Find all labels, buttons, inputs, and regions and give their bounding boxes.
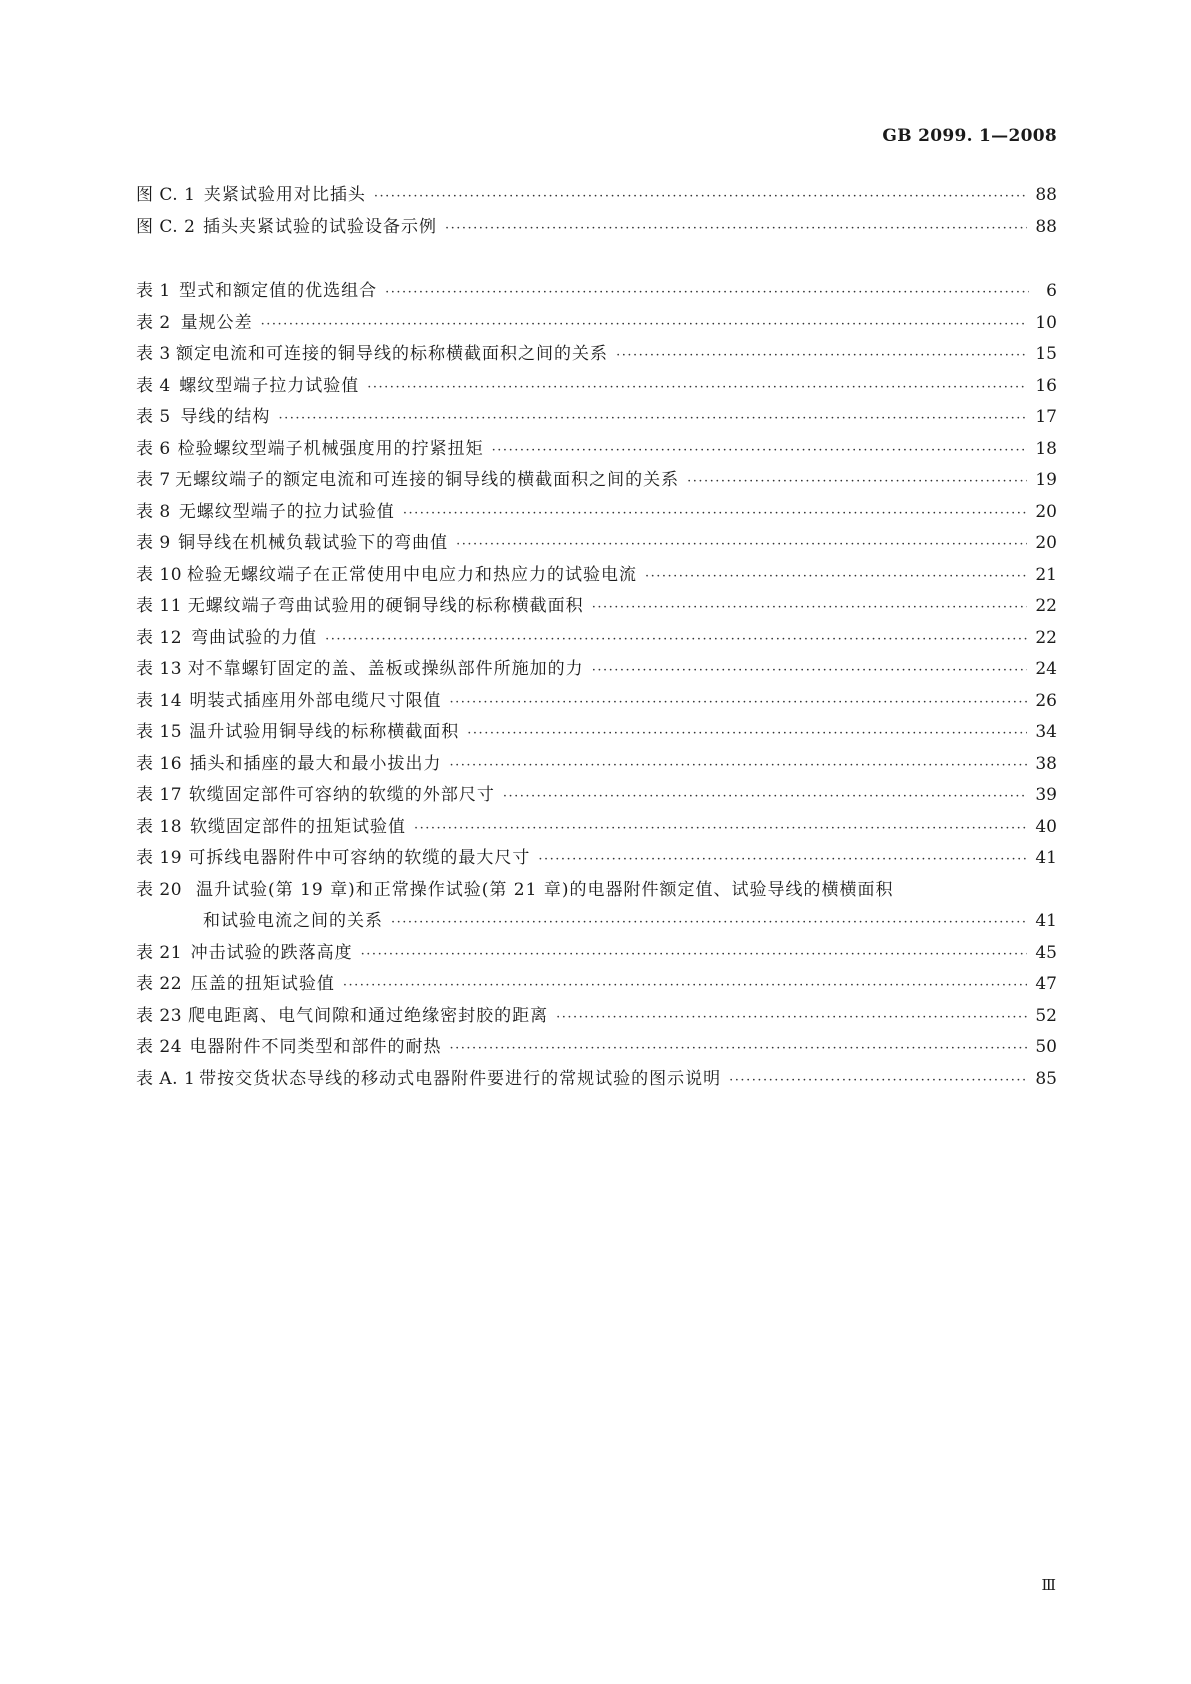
entry-id: 图 C. 2 — [136, 216, 196, 237]
entry-title: 温升试验用铜导线的标称横截面积 — [189, 722, 460, 742]
toc-entry-table[interactable] — [136, 938, 1057, 970]
dot-leader — [616, 348, 1027, 363]
dot-leader — [645, 569, 1027, 584]
dot-leader — [414, 821, 1027, 836]
entry-title: 软缆固定部件可容纳的软缆的外部尺寸 — [188, 785, 495, 805]
entry-page: 26 — [1035, 690, 1057, 711]
entry-page: 24 — [1035, 659, 1057, 679]
standard-prefix: GB — [882, 126, 912, 146]
dot-leader — [592, 663, 1028, 678]
toc-entry-table[interactable] — [136, 780, 1057, 812]
entry-title: 冲击试验的跌落高度 — [190, 942, 353, 963]
entry-page: 50 — [1035, 1037, 1057, 1057]
entry-page: 10 — [1035, 312, 1057, 333]
entry-id: 表 20 — [136, 879, 183, 900]
toc-entry-table-continuation[interactable] — [136, 906, 1057, 938]
entry-page: 40 — [1035, 816, 1057, 837]
entry-title: 检验无螺纹端子在正常使用中电应力和热应力的试验电流 — [187, 564, 637, 585]
entry-id: 表 12 — [136, 627, 183, 648]
dot-leader — [367, 380, 1027, 395]
entry-id: 表 10 — [136, 564, 183, 585]
page-number: Ⅲ — [1041, 1576, 1056, 1594]
entry-title: 电器附件不同类型和部件的耐热 — [189, 1037, 442, 1057]
entry-title: 压盖的扭矩试验值 — [190, 974, 335, 994]
toc-entry-table[interactable] — [136, 339, 1057, 371]
entry-page: 17 — [1035, 407, 1057, 427]
entry-id: 表 23 — [136, 1005, 183, 1026]
entry-title: 检验螺纹型端子机械强度用的拧紧扭矩 — [177, 438, 484, 459]
entry-page: 20 — [1035, 533, 1057, 553]
toc-entry-table[interactable] — [136, 875, 1057, 907]
toc-entry-table[interactable] — [136, 276, 1057, 308]
toc-entry-table[interactable] — [136, 1032, 1057, 1064]
entry-id: 表 21 — [136, 942, 183, 963]
entry-id: 表 17 — [136, 785, 183, 805]
entry-title: 插头夹紧试验的试验设备示例 — [202, 216, 437, 237]
entry-title: 型式和额定值的优选组合 — [179, 281, 378, 301]
entry-id: 表 5 — [136, 407, 171, 427]
entry-page: 18 — [1035, 438, 1057, 459]
entry-id: 表 11 — [136, 596, 183, 616]
dot-leader — [361, 947, 1028, 962]
entry-title: 温升试验(第 19 章)和正常操作试验(第 21 章)的电器附件额定值、试验导线的横横面积 — [196, 879, 894, 900]
dot-leader — [385, 285, 1029, 300]
entry-page: 22 — [1035, 596, 1057, 616]
entry-page: 15 — [1035, 344, 1057, 364]
dot-leader — [456, 537, 1027, 552]
entry-title: 无螺纹型端子的拉力试验值 — [178, 501, 395, 522]
entry-page: 20 — [1035, 501, 1057, 522]
entry-page: 21 — [1035, 564, 1057, 585]
entry-title: 爬电距离、电气间隙和通过绝缘密封胶的距离 — [188, 1005, 549, 1026]
dot-leader — [467, 726, 1027, 741]
entry-id: 表 6 — [136, 438, 171, 459]
dot-leader — [503, 789, 1028, 804]
entry-title: 额定电流和可连接的铜导线的标称横截面积之间的关系 — [176, 344, 609, 364]
entry-title-continuation: 和试验电流之间的关系 — [203, 911, 383, 931]
dot-leader — [450, 695, 1028, 710]
toc-entry-table[interactable] — [136, 434, 1057, 466]
entry-id: 表 1 — [136, 281, 171, 301]
entry-title: 弯曲试验的力值 — [191, 627, 318, 648]
entry-title: 铜导线在机械负载试验下的弯曲值 — [178, 533, 449, 553]
entry-page: 41 — [1035, 911, 1057, 931]
entry-page: 6 — [1046, 281, 1057, 301]
toc-entry-table[interactable] — [136, 497, 1057, 529]
dot-leader — [450, 1041, 1028, 1056]
toc-entry-table[interactable] — [136, 1001, 1057, 1033]
dot-leader — [538, 852, 1027, 867]
toc-entry-table[interactable] — [136, 308, 1057, 340]
entry-title: 导线的结构 — [180, 407, 271, 427]
toc-entry-table[interactable] — [136, 402, 1057, 434]
toc-entry-table[interactable] — [136, 717, 1057, 749]
toc-entry-table[interactable] — [136, 969, 1057, 1001]
entry-id: 表 24 — [136, 1037, 183, 1057]
toc-entry-figure[interactable] — [136, 212, 1057, 244]
entry-page: 19 — [1035, 470, 1057, 490]
entry-id: 表 13 — [136, 659, 183, 679]
entry-page: 39 — [1035, 785, 1057, 805]
toc-entry-table[interactable] — [136, 465, 1057, 497]
dot-leader — [343, 978, 1027, 993]
entry-page: 34 — [1035, 722, 1057, 742]
dot-leader — [492, 443, 1028, 458]
entry-id: 表 2 — [136, 312, 171, 333]
entry-id: 表 16 — [136, 753, 183, 774]
table-list — [136, 276, 1057, 1095]
dot-leader — [445, 221, 1027, 236]
entry-title: 插头和插座的最大和最小拔出力 — [189, 753, 442, 774]
dot-leader — [403, 506, 1028, 521]
entry-title: 带按交货状态导线的移动式电器附件要进行的常规试验的图示说明 — [199, 1068, 722, 1089]
toc-entry-table[interactable] — [136, 654, 1057, 686]
entry-page: 38 — [1035, 753, 1057, 774]
entry-title: 夹紧试验用对比插头 — [203, 185, 366, 205]
entry-page: 22 — [1035, 627, 1057, 648]
entry-id: 表 3 — [136, 344, 171, 364]
toc-entry-table[interactable] — [136, 843, 1057, 875]
toc-entry-table[interactable] — [136, 591, 1057, 623]
dot-leader — [729, 1073, 1027, 1088]
entry-id: 表 9 — [136, 533, 171, 553]
entry-title: 量规公差 — [180, 312, 253, 333]
entry-id: 表 14 — [136, 690, 183, 711]
toc-entry-table[interactable] — [136, 623, 1057, 655]
standard-number — [882, 126, 1057, 146]
entry-title: 软缆固定部件的扭矩试验值 — [189, 816, 406, 837]
dot-leader — [278, 411, 1027, 426]
entry-page: 47 — [1035, 974, 1057, 994]
dot-leader — [556, 1010, 1027, 1025]
toc-entry-table[interactable] — [136, 528, 1057, 560]
entry-page: 16 — [1035, 375, 1057, 396]
entry-id: 图 C. 1 — [136, 185, 196, 205]
entry-title: 明装式插座用外部电缆尺寸限值 — [189, 690, 442, 711]
toc-entry-table[interactable] — [136, 686, 1057, 718]
entry-page: 88 — [1035, 216, 1057, 237]
entry-title: 无螺纹端子的额定电流和可连接的铜导线的横截面积之间的关系 — [175, 470, 680, 490]
standard-code: 2099. 1—2008 — [918, 126, 1057, 146]
dot-leader — [374, 189, 1027, 204]
dot-leader — [450, 758, 1028, 773]
toc-entry-figure[interactable] — [136, 180, 1057, 212]
entry-id: 表 8 — [136, 501, 171, 522]
toc-entry-table[interactable] — [136, 812, 1057, 844]
dot-leader — [325, 632, 1027, 647]
entry-page: 85 — [1035, 1068, 1057, 1089]
entry-id: 表 15 — [136, 722, 183, 742]
entry-title: 螺纹型端子拉力试验值 — [179, 375, 360, 396]
dot-leader — [592, 600, 1028, 615]
entry-id: 表 A. 1 — [136, 1068, 196, 1089]
toc-entry-table[interactable] — [136, 560, 1057, 592]
entry-page: 52 — [1035, 1005, 1057, 1026]
figure-list — [136, 180, 1057, 243]
toc-entry-table[interactable] — [136, 371, 1057, 403]
dot-leader — [687, 474, 1027, 489]
entry-id: 表 4 — [136, 375, 171, 396]
entry-page: 45 — [1035, 942, 1057, 963]
entry-id: 表 19 — [136, 848, 183, 868]
entry-id: 表 18 — [136, 816, 183, 837]
toc-entry-table[interactable] — [136, 1064, 1057, 1096]
entry-id: 表 7 — [136, 470, 171, 490]
entry-page: 88 — [1035, 185, 1057, 205]
entry-title: 可拆线电器附件中可容纳的软缆的最大尺寸 — [188, 848, 531, 868]
entry-title: 对不靠螺钉固定的盖、盖板或操纵部件所施加的力 — [187, 659, 584, 679]
entry-title: 无螺纹端子弯曲试验用的硬铜导线的标称横截面积 — [187, 596, 584, 616]
toc-entry-table[interactable] — [136, 749, 1057, 781]
dot-leader — [391, 915, 1027, 930]
dot-leader — [261, 317, 1028, 332]
entry-id: 表 22 — [136, 974, 183, 994]
entry-page: 41 — [1035, 848, 1057, 868]
